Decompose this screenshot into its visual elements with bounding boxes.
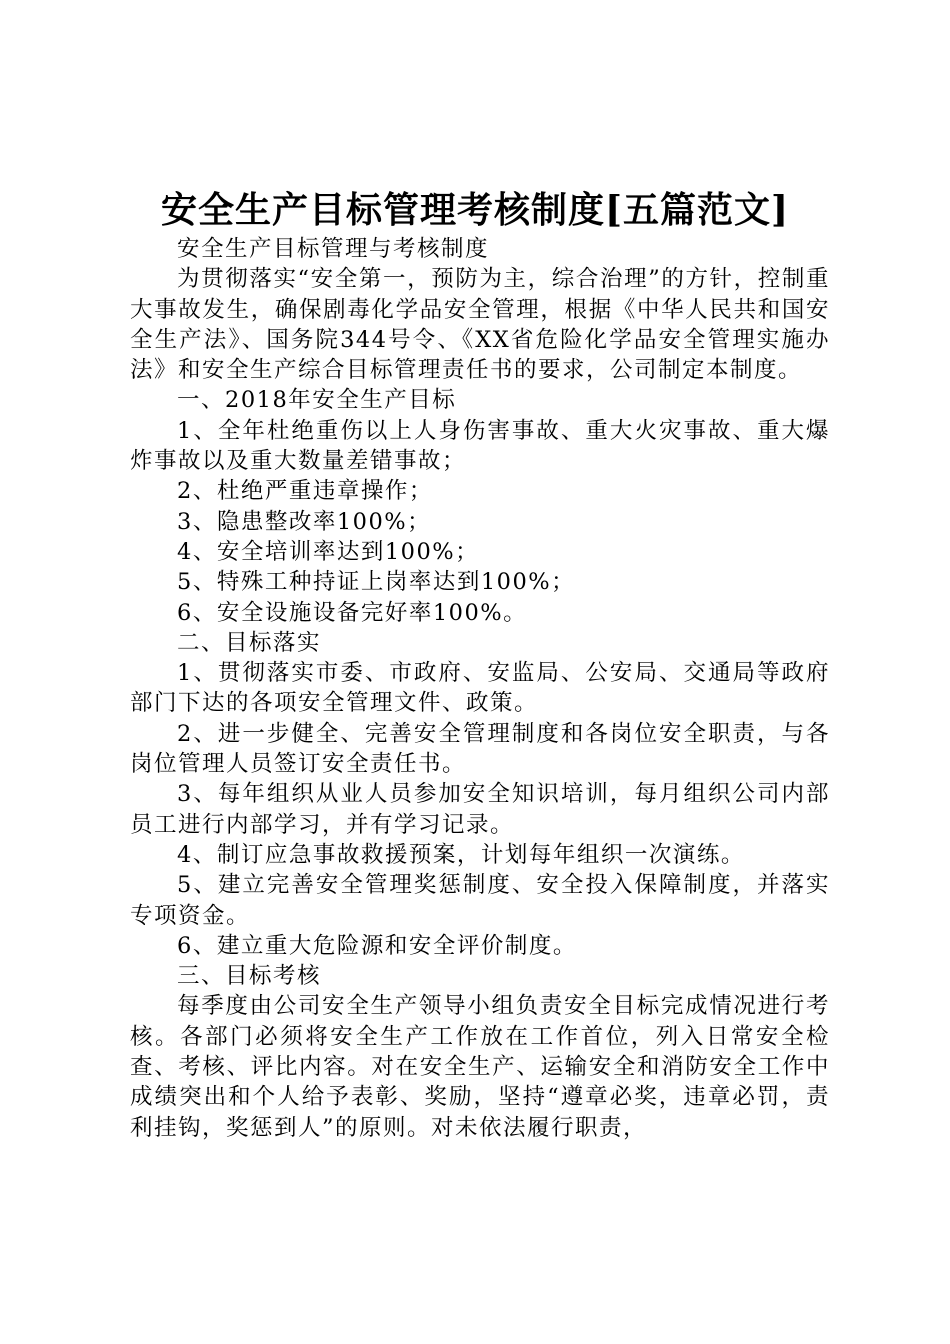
section-heading-2: 二、目标落实: [177, 629, 322, 656]
implement-item-5: 5、建立完善安全管理奖惩制度、安全投入保障制度，并落实专项资金。: [130, 872, 830, 929]
goal-item-2: 2、杜绝严重违章操作；: [177, 478, 433, 505]
implement-item-1: 1、贯彻落实市委、市政府、安监局、公安局、交通局等政府部门下达的各项安全管理文件、政策。: [130, 660, 830, 717]
goal-item-1: 1、全年杜绝重伤以上人身伤害事故、重大火灾事故、重大爆炸事故以及重大数量差错事故；: [130, 417, 830, 475]
implement-item-4: 4、制订应急事故救援预案，计划每年组织一次演练。: [177, 841, 745, 868]
paragraph-intro: 为贯彻落实“安全第一，预防为主，综合治理”的方针，控制重大事故发生，确保剧毒化学品安全管理，根据《中华人民共和国安全生产法》、国务院344号令、《XX省危险化学品安全管理实施办法》和安全生产综合目标管理责任书的要求，公司制定本制度。: [130, 266, 830, 384]
document-title: 安全生产目标管理考核制度[五篇范文]: [160, 189, 790, 231]
goal-item-4: 4、安全培训率达到100%；: [177, 538, 480, 565]
document-body: [130, 234, 830, 1143]
implement-item-3: 3、每年组织从业人员参加安全知识培训，每月组织公司内部员工进行内部学习，并有学习记录。: [130, 781, 830, 838]
goal-item-3: 3、隐患整改率100%；: [177, 508, 432, 535]
goal-item-5: 5、特殊工种持证上岗率达到100%；: [177, 569, 576, 596]
implement-item-6: 6、建立重大危险源和安全评价制度。: [177, 932, 577, 959]
implement-item-2: 2、进一步健全、完善安全管理制度和各岗位安全职责，与各岗位管理人员签订安全责任书。: [130, 720, 830, 778]
goal-item-6: 6、安全设施设备完好率100%。: [177, 599, 528, 626]
section-heading-3: 三、目标考核: [177, 963, 322, 990]
assessment-paragraph: 每季度由公司安全生产领导小组负责安全目标完成情况进行考核。各部门必须将安全生产工作放在工作首位，列入日常安全检查、考核、评比内容。对在安全生产、运输安全和消防安全工作中成绩突出和个人给予表彰、奖励，坚持“遵章必奖，违章必罚，责利挂钩，奖惩到人”的原则。对未依法履行职责，: [130, 993, 830, 1141]
section-heading-1: 一、2018年安全生产目标: [177, 387, 457, 414]
paragraph-subtitle: 安全生产目标管理与考核制度: [177, 236, 490, 262]
